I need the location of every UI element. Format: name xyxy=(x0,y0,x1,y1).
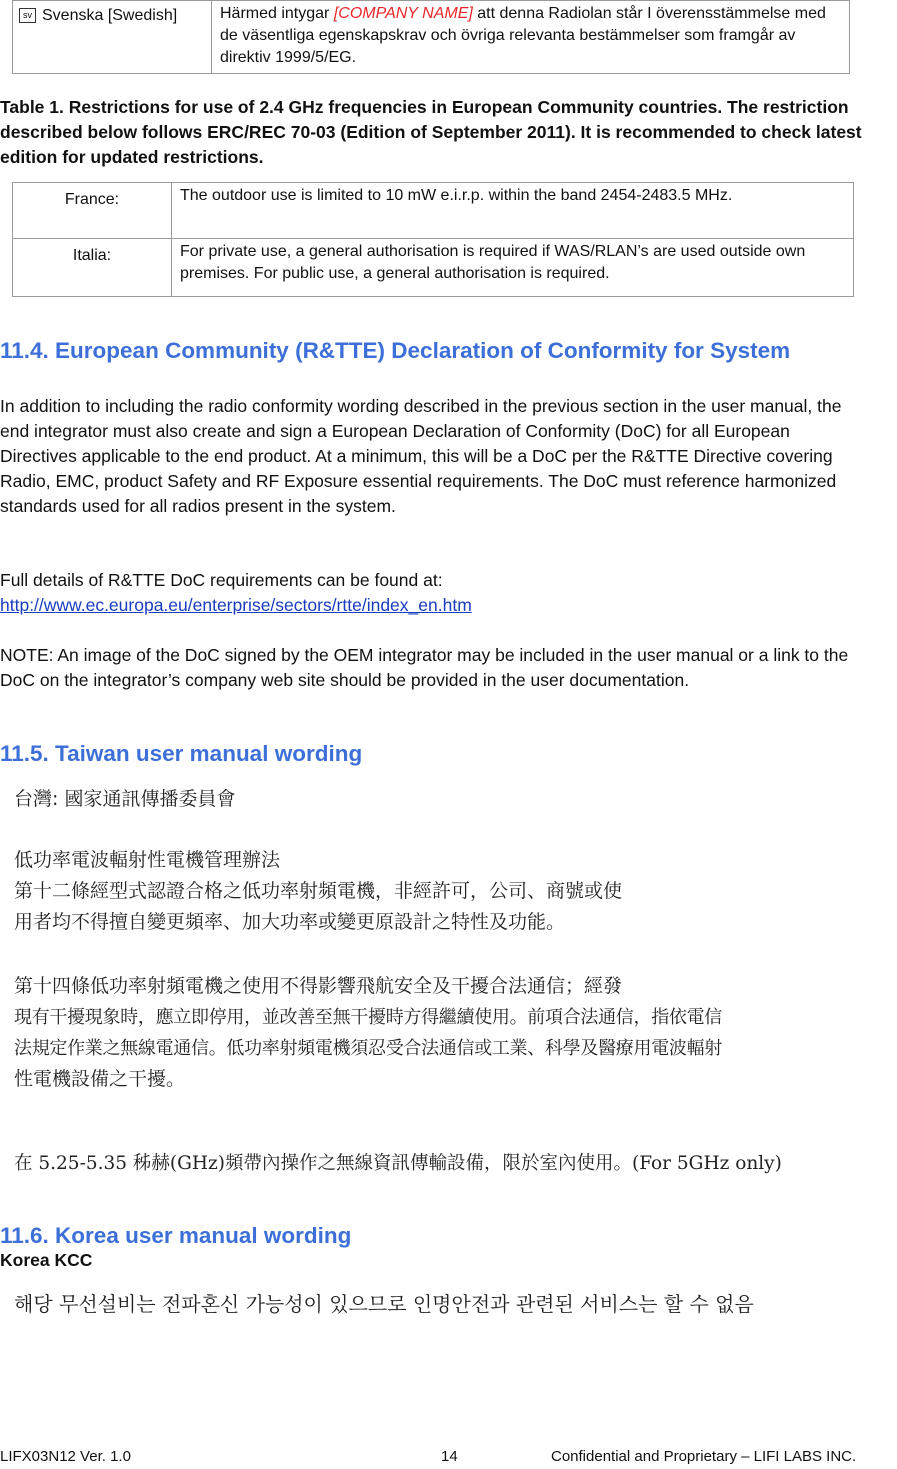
taiwan-line: 第十二條經型式認證合格之低功率射頻電機，非經許可，公司、商號或使 xyxy=(14,880,623,902)
doc-details-label: Full details of R&TTE DoC requirements can be found at: xyxy=(0,570,443,590)
section-11-4-heading: 11.4. European Community (R&TTE) Declaration of Conformity for System xyxy=(0,338,791,363)
swedish-text-before: Härmed intygar xyxy=(220,5,334,22)
restriction-cell: The outdoor use is limited to 10 mW e.i.r.p. within the band 2454-2483.5 MHz. xyxy=(172,183,854,239)
korea-warning-text: 해당 무선설비는 전파혼신 가능성이 있으므로 인명안전과 관련된 서비스는 할 수 없음 xyxy=(14,1292,754,1316)
taiwan-line: 性電機設備之干擾。 xyxy=(14,1068,186,1090)
section-11-6-heading: 11.6. Korea user manual wording xyxy=(0,1223,352,1248)
taiwan-line: 現有干擾現象時，應立即停用，並改善至無干擾時方得繼續使用。前項合法通信，指依電信 xyxy=(14,1007,722,1028)
korea-kcc-label: Korea KCC xyxy=(0,1250,93,1270)
restrictions-table xyxy=(12,182,854,297)
footer-doc-id: LIFX03N12 Ver. 1.0 xyxy=(0,1448,131,1465)
swedish-text-after: att denna Radiolan står I överensstämmelse med de väsentliga egenskapskrav och övriga relevanta bestämmelser som framgår av direktiv 1999/5/EG. xyxy=(220,5,826,66)
swedish-declaration-table xyxy=(12,0,850,74)
swedish-language-label: Svenska [Swedish] xyxy=(42,7,178,24)
taiwan-line: 用者均不得擅自變更頻率、加大功率或變更原設計之特性及功能。 xyxy=(14,911,566,933)
taiwan-line: 第十四條低功率射頻電機之使用不得影響飛航安全及干擾合法通信；經發 xyxy=(14,975,623,997)
table-row xyxy=(13,239,854,297)
doc-note: NOTE: An image of the DoC signed by the OEM integrator may be included in the user manual or a link to the DoC on the integrator’s company web site should be provided in the user documentation. xyxy=(0,645,849,690)
taiwan-5ghz-line: 在 5.25-5.35 秭赫(GHz)頻帶內操作之無線資訊傳輸設備，限於室內使用。(For 5GHz only) xyxy=(14,1153,782,1174)
table1-caption: Table 1. Restrictions for use of 2.4 GHz frequencies in European Community countries. The restriction described below follows ERC/REC 70-03 (Edition of September 2011). It is recommended to check latest edition for updated restrictions. xyxy=(0,97,862,167)
swedish-declaration-text xyxy=(212,1,850,74)
section-11-4-body: In addition to including the radio conformity wording described in the previous section in the user manual, the end integrator must also create and sign a European Declaration of Conformity (DoC) for all European Directives applicable to the end product. At a minimum, this will be a DoC per the R&TTE Directive covering Radio, EMC, product Safety and RF Exposure essential requirements. The DoC must reference harmonized standards used for all radios present in the system. xyxy=(0,396,842,516)
taiwan-line: 台灣: 國家通訊傳播委員會 xyxy=(14,788,236,810)
restriction-cell: For private use, a general authorisation is required if WAS/RLAN’s are used outside own premises. For public use, a general authorisation is required. xyxy=(172,239,854,297)
company-name-placeholder: [COMPANY NAME] xyxy=(333,5,473,22)
country-cell: Italia: xyxy=(13,239,172,297)
footer-confidentiality: Confidential and Proprietary – LIFI LABS INC. xyxy=(551,1448,857,1465)
rtte-doc-link[interactable]: http://www.ec.europa.eu/enterprise/sectors/rtte/index_en.htm xyxy=(0,595,472,615)
taiwan-line: 法規定作業之無線電通信。低功率射頻電機須忍受合法通信或工業、科學及醫療用電波輻射 xyxy=(14,1038,722,1059)
section-11-5-heading: 11.5. Taiwan user manual wording xyxy=(0,741,363,766)
footer-page-number: 14 xyxy=(441,1448,458,1465)
country-cell: France: xyxy=(13,183,172,239)
taiwan-line: 低功率電波輻射性電機管理辦法 xyxy=(14,849,281,871)
swedish-language-cell xyxy=(13,1,212,74)
language-code-badge: sv xyxy=(19,8,36,23)
table-row xyxy=(13,183,854,239)
